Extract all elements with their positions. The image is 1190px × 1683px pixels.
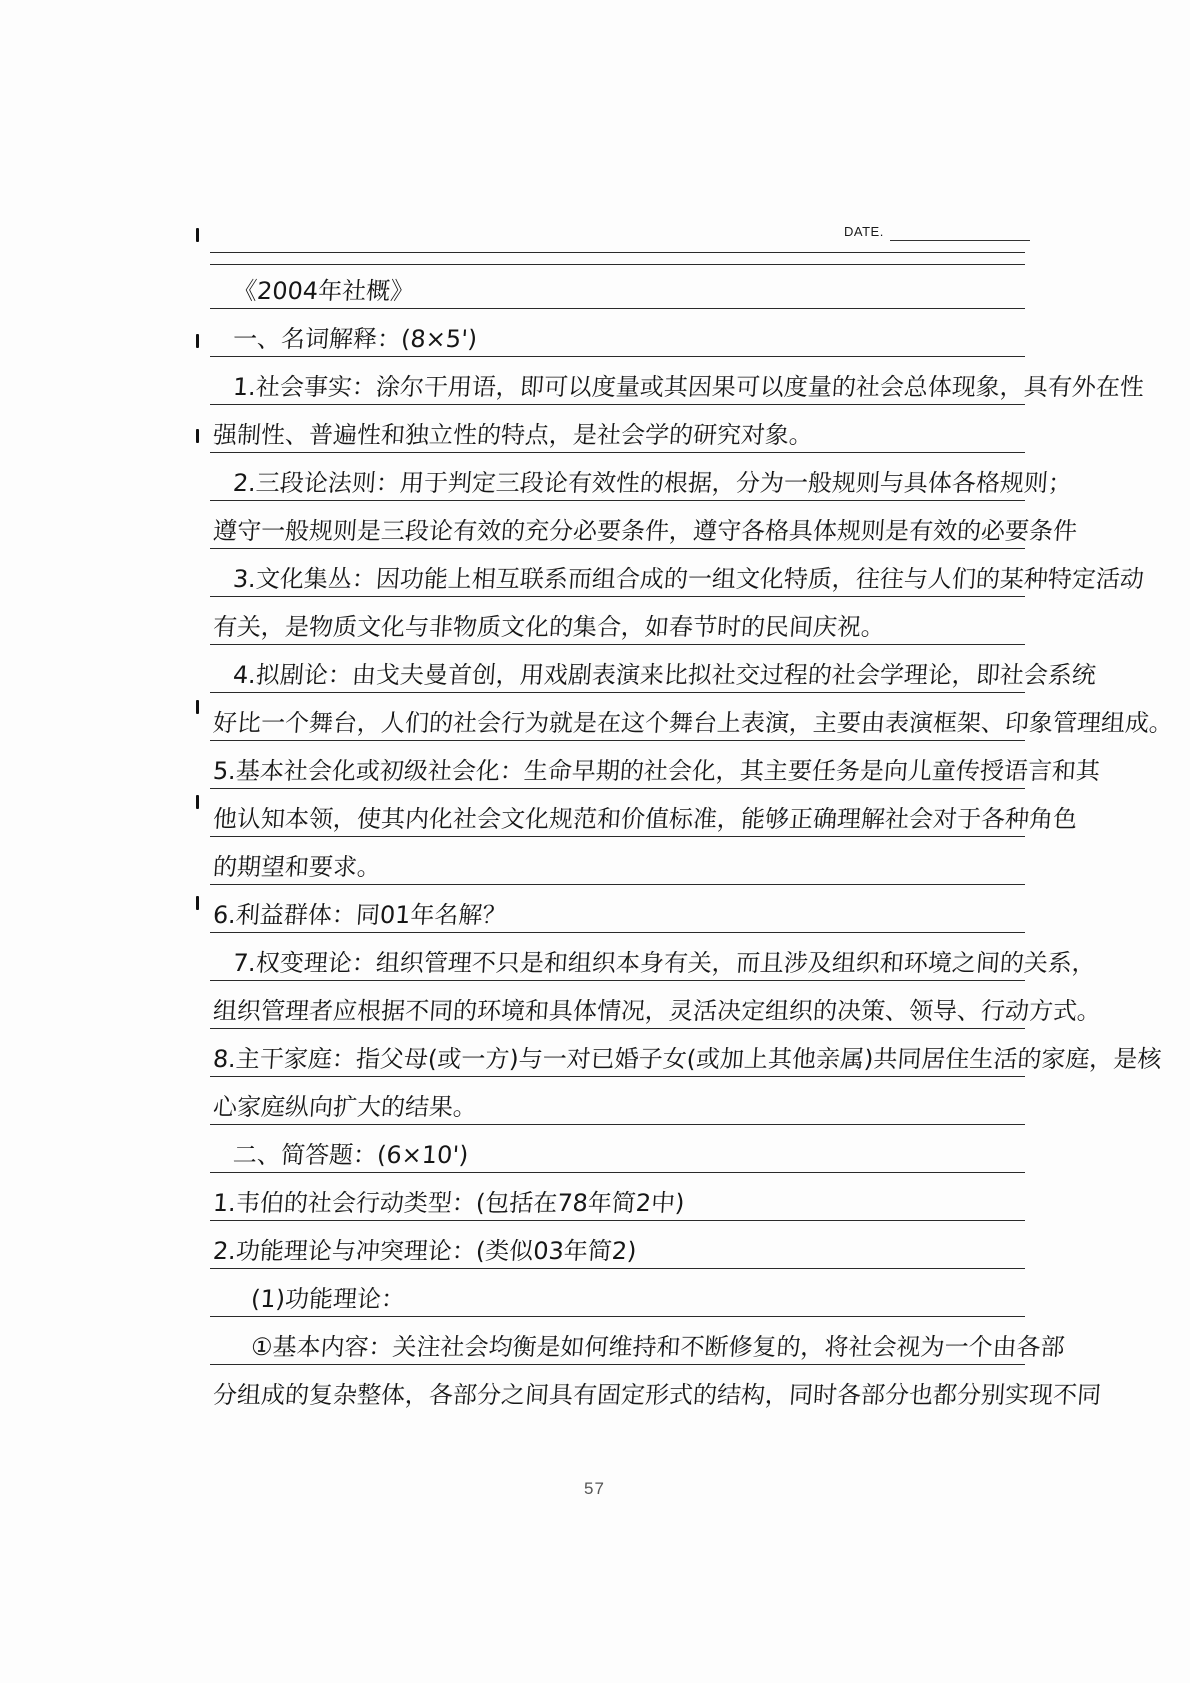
ruled-line (210, 452, 1025, 453)
binder-hole (196, 896, 199, 910)
ruled-line (210, 404, 1025, 405)
ruled-line (210, 788, 1025, 789)
ruled-line (210, 1028, 1025, 1029)
date-underline (890, 240, 1030, 241)
ruled-line (210, 644, 1025, 645)
text-line: 5.基本社会化或初级社会化：生命早期的社会化，其主要任务是向儿童传授语言和其 (212, 757, 1101, 785)
ruled-line (210, 596, 1025, 597)
date-label: DATE. (844, 224, 884, 239)
ruled-line (210, 1124, 1025, 1125)
ruled-line (210, 1364, 1025, 1365)
text-line: 心家庭纵向扩大的结果。 (212, 1093, 479, 1121)
text-line: 3.文化集丛：因功能上相互联系而组合成的一组文化特质，往往与人们的某种特定活动 (232, 565, 1145, 593)
text-line: 强制性、普遍性和独立性的特点，是社会学的研究对象。 (212, 421, 815, 449)
binder-hole (196, 429, 199, 443)
text-line: 2.功能理论与冲突理论：(类似03年简2) (212, 1237, 638, 1265)
ruled-line (210, 548, 1025, 549)
text-line: 的期望和要求。 (212, 853, 383, 881)
ruled-line (210, 356, 1025, 357)
section-heading: 一、名词解释：(8×5') (232, 325, 479, 353)
binder-hole (196, 700, 199, 714)
text-line: 1.社会事实：涂尔干用语，即可以度量或其因果可以度量的社会总体现象，具有外在性 (232, 373, 1145, 401)
binder-hole (196, 228, 199, 242)
ruled-line (210, 252, 1025, 253)
ruled-line (210, 308, 1025, 309)
page-number: 57 (584, 1479, 605, 1498)
binder-hole (196, 795, 199, 809)
ruled-line (210, 884, 1025, 885)
text-line: ①基本内容：关注社会均衡是如何维持和不断修复的，将社会视为一个由各部 (250, 1333, 1066, 1361)
ruled-line (210, 1076, 1025, 1077)
ruled-line (210, 980, 1025, 981)
text-line: 遵守一般规则是三段论有效的充分必要条件，遵守各格具体规则是有效的必要条件 (212, 517, 1079, 545)
ruled-line (210, 692, 1025, 693)
text-line: (1)功能理论： (250, 1285, 407, 1313)
ruled-line (210, 1220, 1025, 1221)
text-line: 4.拟剧论：由戈夫曼首创，用戏剧表演来比拟社交过程的社会学理论，即社会系统 (232, 661, 1097, 689)
text-line: 分组成的复杂整体，各部分之间具有固定形式的结构，同时各部分也都分别实现不同 (212, 1381, 1103, 1409)
ruled-line (210, 500, 1025, 501)
text-line: 8.主干家庭：指父母(或一方)与一对已婚子女(或加上其他亲属)共同居住生活的家庭，是核 (212, 1045, 1163, 1073)
ruled-line (210, 836, 1025, 837)
text-line: 组织管理者应根据不同的环境和具体情况，灵活决定组织的决策、领导、行动方式。 (212, 997, 1103, 1025)
section-heading: 二、简答题：(6×10') (232, 1141, 470, 1169)
ruled-line (210, 264, 1025, 265)
ruled-line (210, 932, 1025, 933)
text-line: 7.权变理论：组织管理不只是和组织本身有关，而且涉及组织和环境之间的关系， (232, 949, 1097, 977)
text-line: 有关，是物质文化与非物质文化的集合，如春节时的民间庆祝。 (212, 613, 887, 641)
section-title: 《2004年社概》 (232, 277, 416, 305)
text-line: 1.韦伯的社会行动类型：(包括在78年简2中) (212, 1189, 686, 1217)
ruled-line (210, 740, 1025, 741)
text-line: 他认知本领，使其内化社会文化规范和价值标准，能够正确理解社会对于各种角色 (212, 805, 1079, 833)
ruled-line (210, 1268, 1025, 1269)
ruled-line (210, 1172, 1025, 1173)
ruled-line (210, 1316, 1025, 1317)
text-line: 6.利益群体：同01年名解？ (212, 901, 508, 929)
text-line: 好比一个舞台，人们的社会行为就是在这个舞台上表演，主要由表演框架、印象管理组成。 (212, 709, 1175, 737)
text-line: 2.三段论法则：用于判定三段论有效性的根据，分为一般规则与具体各格规则； (232, 469, 1073, 497)
binder-hole (196, 334, 199, 348)
